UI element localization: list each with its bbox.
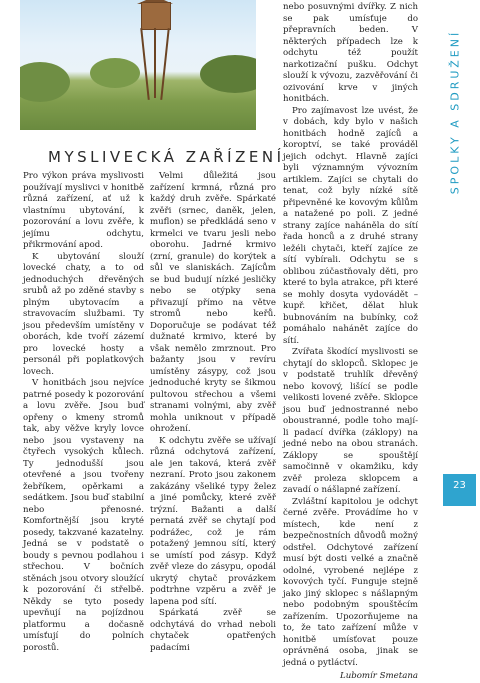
paragraph: nebo posuvnými dvířky. Z nich se pak umísťuje do přepravních beden. V některých případech lze k odchytu též použít narkotizační pušku. Odchyt slouží k vývozu, zazvěřování či ozivování krve v jiných honitbách. bbox=[283, 2, 418, 104]
paragraph: Zvláštní kapitolou je odchyt černé zvěře. Provádíme ho v místech, kde není z bezpečnostních důvodů možný odstřel. Odchytové zařízení musí být dosti velké a značně odolné, vyrobené nejlépe z kovových tyčí. Funguje stejně jako jiný sklopec s nášlapným nebo podobným spouštěcím zařízením. Upozorňujeme na to, že tato zařízení může v honitbě umísťovat pouze oprávněná osoba, jinak se jedná o pytláctví. bbox=[283, 496, 418, 668]
paragraph: Velmi důležitá jsou zařízení krmná, různá pro každý druh zvěře. Spárkaté zvěři (srnec, daněk, jelen, muflon) se předkládá seno v krmelci ve tvaru jesli nebo oborohu. Jadrné krmivo (zrní, granule) do korýtek a sůl ve slaniskách. Zajícům se bud budují nízké jesličky nebo se otýpky sena přivazují přímo na větve stromů nebo keřů. Doporučuje se podávat též dužnaté krmivo, které by však nemělo zmrznout. Pro bažanty jsou v revíru umístěny zásypy, což jsou jednoduché kryty se šikmou pultovou střechou a všemi stranami volnými, aby zvěř mohla uniknout v případě ohrožení. bbox=[150, 171, 276, 434]
paragraph: Spárkatá zvěř se odchytává do vrhad neboli chytaček opatřených padacími bbox=[150, 608, 276, 653]
section-label: SPOLKY A SDRUŽENÍ bbox=[448, 29, 462, 195]
paragraph: K odchytu zvěře se užívají různá odchytová zařízení, ale jen taková, která zvěř nezraní. Proto jsou zakonem zakázány všeliké typy želez a jiné pomůcky, které zvěř trýzní. Bažanti a další pernatá zvěř se chytají pod podrážec, což je rám potažený jemnou sítí, který se umístí pod zásyp. Když zvěř vleze do zásypu, opodál ukrytý chytač provázkem podtrhne vzpěru a zvěř je lapena pod sítí. bbox=[150, 435, 276, 607]
page-number: 23 bbox=[443, 474, 476, 506]
author-signature: Lubomír Smetana bbox=[339, 671, 418, 681]
hunting-tower-photo bbox=[20, 0, 256, 130]
text-column-2 bbox=[150, 171, 276, 654]
text-column-1 bbox=[23, 171, 144, 654]
paragraph: K ubytování slouží lovecké chaty, a to od jednoduchých dřevěných srubů až po zděné stavby s plným ubytovacím a stravovacím službami. Ty jsou především umístěny v oborách, kde tvoří zázemí pro lovecké hosty a personál při poplatkových lovech. bbox=[23, 251, 144, 377]
paragraph: Pro zajímavost lze uvést, že v dobách, kdy bylo v našich honitbách hodně zajíců a koroptví, se také prováděl jejich odchyt. Hlavně zajíci byli významným vývozním artiklem. Zajíci se chytali do tenat, což byly nízké sítě připevněné ke kovovým kůlům a natažené po poli. Z jedné strany zajíce naháněla do sítí řada honců a z druhé strany ležéli chytači, kteří zajíce ze sítí vybírali. Odchytu se s oblibou zúčastňovaly děti, pro které to byla atrakce, při které se mohly dosyta vydovádět – kupř. křičet, dělat hluk bubnováním na bubínky, což pomáhalo nahánět zajíce do sítí. bbox=[283, 105, 418, 346]
text-column-3 bbox=[283, 2, 418, 683]
article-title: MYSLIVECKÁ ZAŘÍZENÍ bbox=[48, 148, 285, 166]
paragraph: V honitbách jsou nejvíce patrné posedy k pozorování a lovu zvěře. Jsou buď opřeny o kmeny stromů tak, aby věžve kryly lovce nebo jsou vystaveny na čtyřech vysokých kůlech. Ty jednodušší jsou otevřené a jsou tvořeny žebříkem, opěrkami a sedátkem. Jsou buď stabilní nebo přenosné. Komfortnější jsou kryté posedy, takzvané kazatelny. Jedná se v podstatě o boudy s pevnou podlahou i střechou. V bočních stěnách jsou otvory sloužící k pozorování či střelbě. Někdy se tyto posedy upevňují na pojízdnou platformu a dočasně umísťují do polních porostů. bbox=[23, 378, 144, 653]
tower-cabin-shape bbox=[141, 2, 171, 30]
paragraph: Zvířata škodící myslivosti se chytají do sklopců. Sklopec je v podstatě truhlík dřevěný nebo kovový, lišící se podle velikosti lovené zvěře. Sklopce jsou buď jednostranné nebo oboustranné, podle toho mají-li padací dvířka (záklopy) na jedné nebo na obou stranách. Záklopy se spouštějí samočinně v okamžiku, kdy zvěř proleza sklopcem a zavadí o nášlapné zařízení. bbox=[283, 347, 418, 495]
section-label-vertical bbox=[440, 29, 470, 452]
paragraph: Pro výkon práva myslivosti používají myslivci v honitbě různá zařízení, ať už k vlastnímu ubytování, k pozorování a lovu zvěře, k jejímu odchytu, přikrmování apod. bbox=[23, 171, 144, 250]
